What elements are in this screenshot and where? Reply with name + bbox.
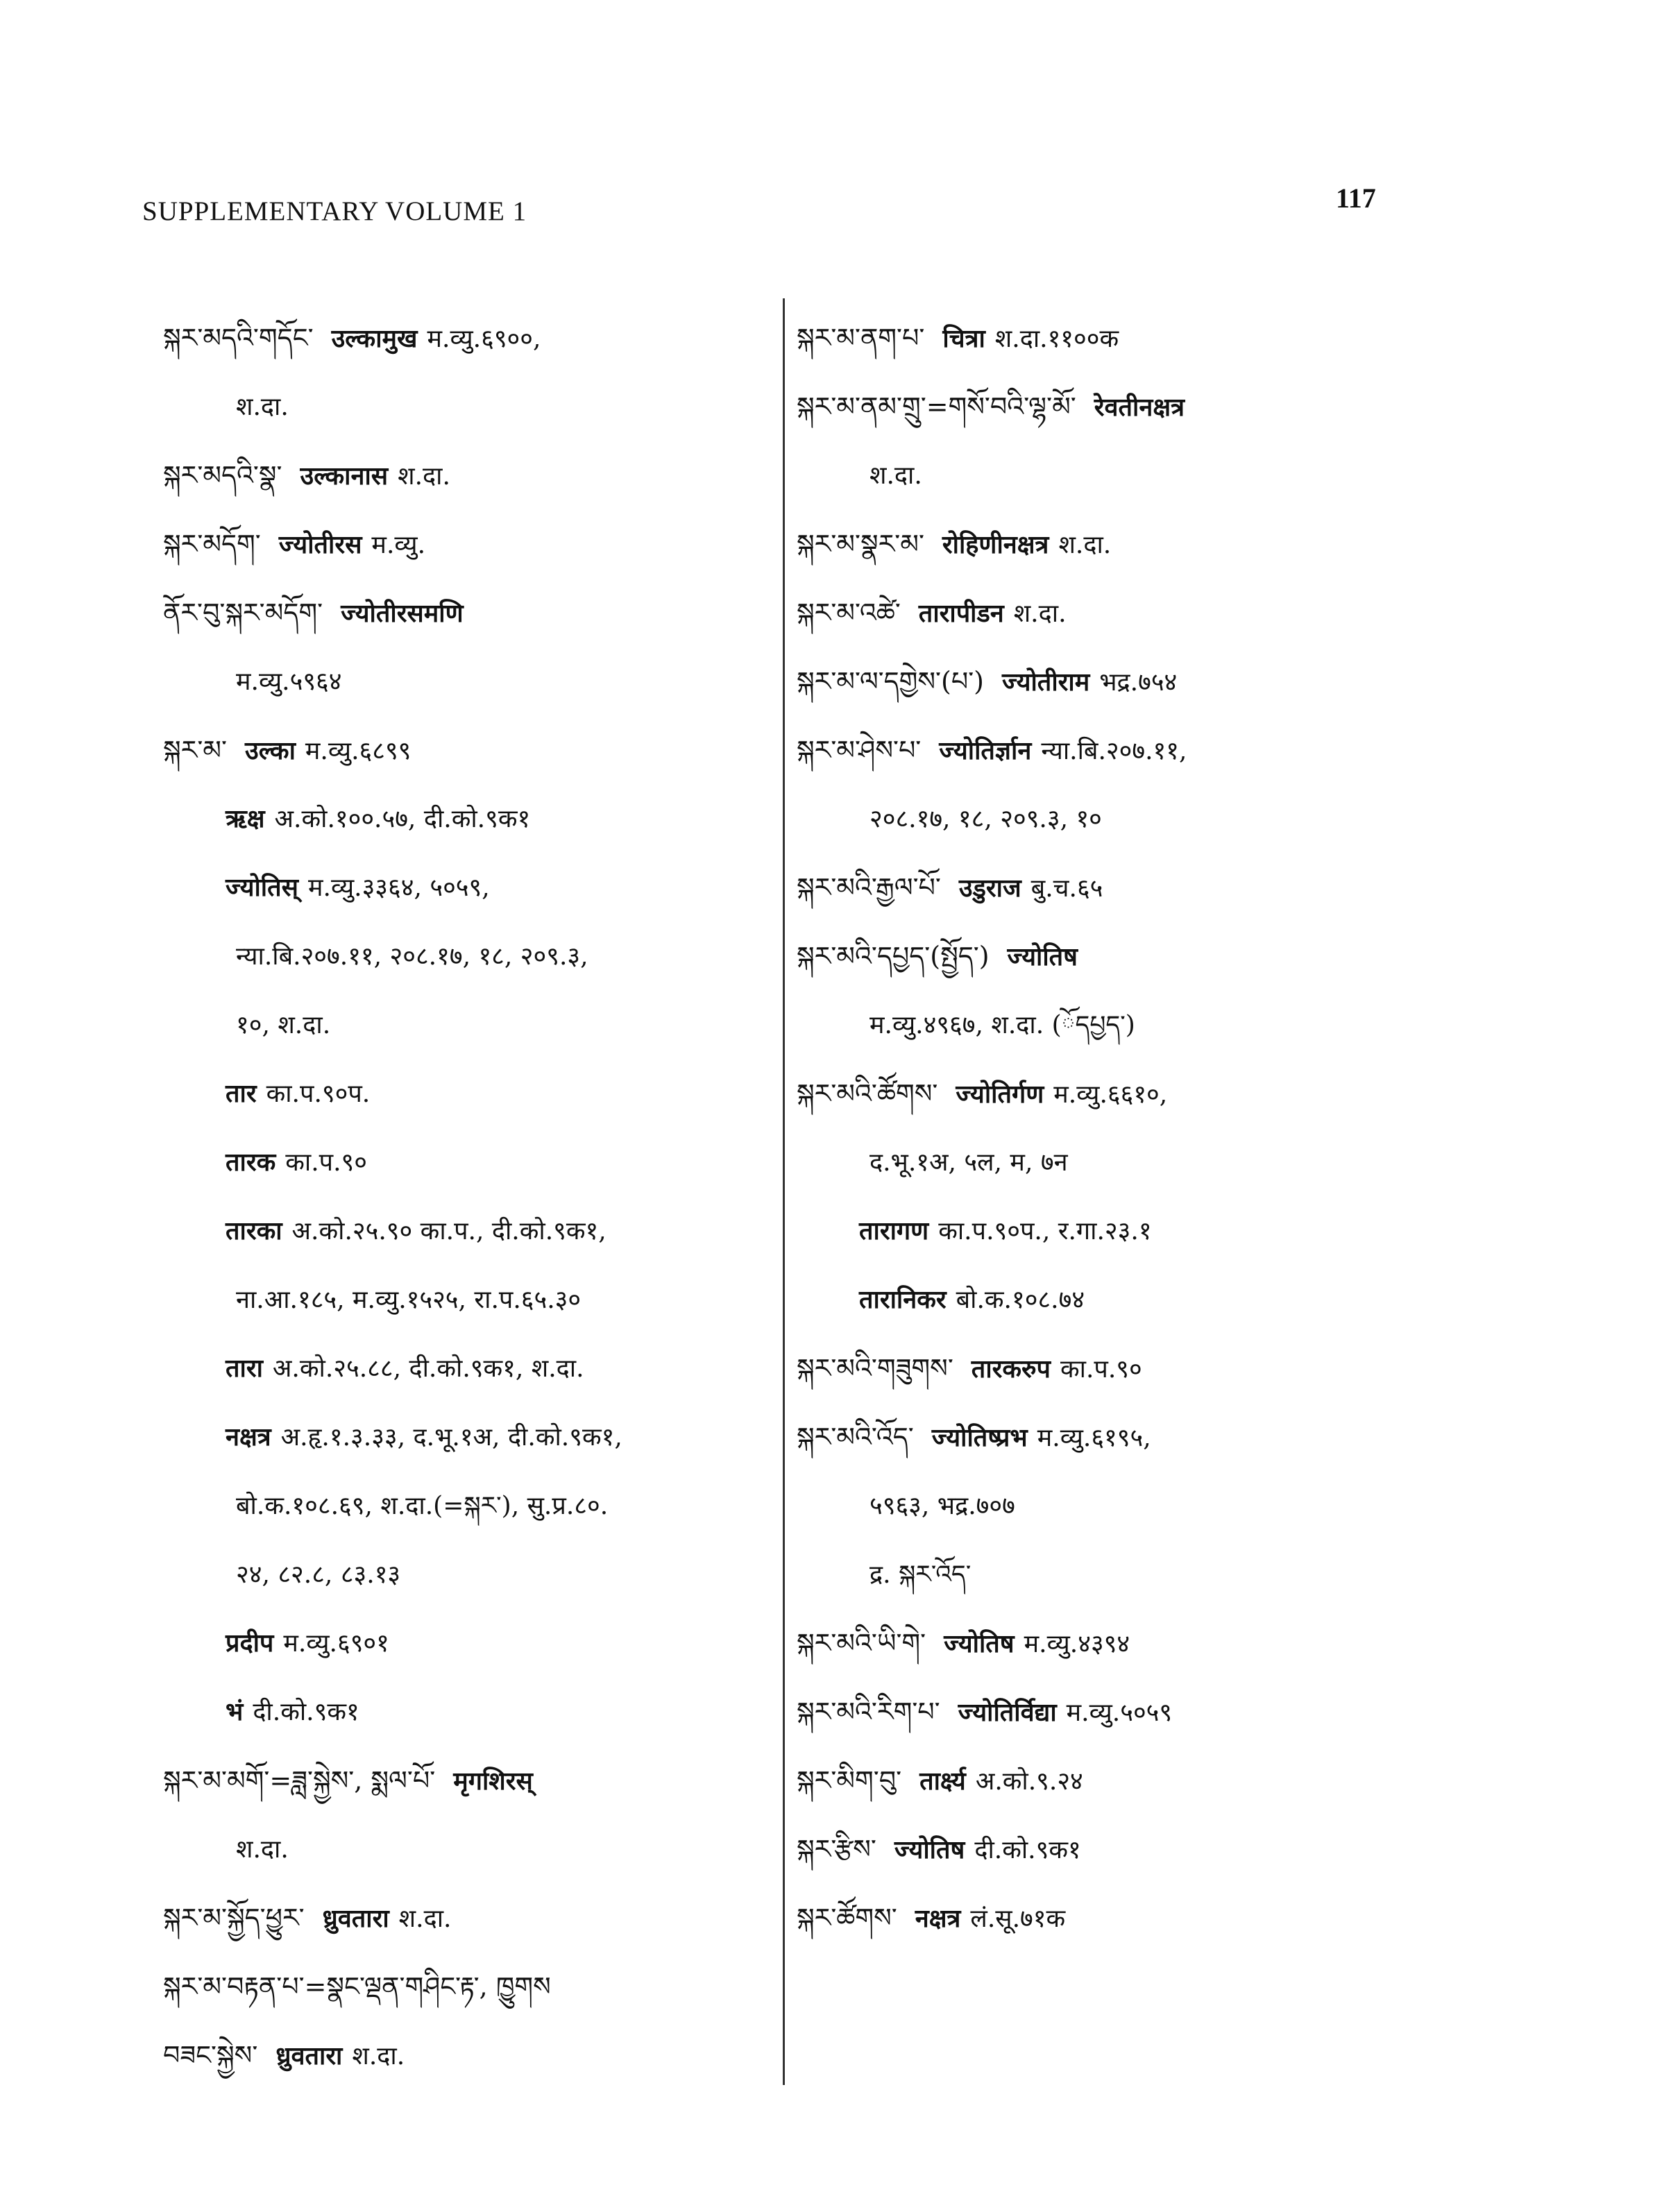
sanskrit-equivalent: ज्योतिष — [944, 1629, 1015, 1658]
sanskrit-equivalent: तारका — [226, 1216, 282, 1245]
source-reference: २०८.१७, १८, २०९.३, १० — [869, 805, 1102, 833]
sanskrit-equivalent: तारापीडन — [918, 599, 1004, 628]
sanskrit-equivalent: रोहिणीनक्षत्र — [942, 530, 1049, 559]
entry-line — [163, 579, 767, 647]
entry-line — [163, 1334, 767, 1403]
source-reference: अ.को.१००.५७, दी.को.९क१ — [274, 805, 531, 833]
tibetan-headword: སྐར་མ་ལ་དགྱེས་(པ་) — [797, 666, 985, 697]
entry-line — [163, 1609, 767, 1678]
source-reference: बो.क.१०८.६९, श.दा.(=སྐར་), सु.प्र.८०. — [236, 1492, 609, 1520]
entry-line — [797, 785, 1491, 853]
tibetan-headword: སྐར་མདའི་སྣ་ — [163, 460, 282, 491]
tibetan-headword: སྐར་མིག་བུ་ — [797, 1765, 902, 1796]
source-reference: श.दा. — [1013, 599, 1067, 628]
sanskrit-equivalent: प्रदीप — [226, 1628, 274, 1658]
source-reference: म.व्यु.६६१०, — [1053, 1080, 1168, 1109]
sanskrit-equivalent: ज्योतिर्गण — [956, 1080, 1044, 1109]
entry-line — [797, 922, 1491, 991]
source-reference: अ.हृ.१.३.३३, द.भू.१अ, दी.को.९क१, — [280, 1423, 622, 1452]
entry-line — [163, 716, 767, 785]
tibetan-headword: སྐར་མའི་དཔྱད་(སྤྱོད་) — [797, 941, 990, 971]
source-reference: म.व्यु.५९६४ — [236, 667, 342, 696]
entry-line — [163, 1952, 767, 2021]
entry-line — [163, 853, 767, 922]
entry-line — [163, 1884, 767, 1952]
entry-line — [797, 1403, 1491, 1472]
sanskrit-equivalent: उल्का — [244, 736, 296, 765]
sanskrit-equivalent: उल्कामुख — [331, 324, 418, 353]
entry-line — [797, 1609, 1491, 1678]
tibetan-headword: སྐར་མ་སྣར་མ་ — [797, 529, 924, 559]
entry-line — [797, 991, 1491, 1060]
tibetan-headword: བཟང་སྐྱེས་ — [163, 2040, 258, 2070]
source-reference: म.व्यु.४९६७, श.दा. (ོདཔྱད་) — [869, 1011, 1135, 1039]
sanskrit-equivalent: ज्योतिस् — [226, 873, 298, 902]
entry-line — [797, 1060, 1491, 1128]
entry-line — [163, 1678, 767, 1746]
entry-line — [797, 1197, 1491, 1266]
sanskrit-equivalent: ज्योतीरस — [278, 530, 362, 559]
entry-line — [797, 441, 1491, 510]
entry-line — [163, 1472, 767, 1540]
tibetan-headword: སྐར་མ་ — [163, 735, 227, 765]
source-reference: बो.क.१०८.७४ — [956, 1286, 1085, 1314]
sanskrit-equivalent: नक्षत्र — [226, 1422, 271, 1452]
entry-line — [163, 510, 767, 579]
source-reference: भद्र.७५४ — [1099, 668, 1178, 697]
running-head: SUPPLEMENTARY VOLUME 1 — [142, 196, 527, 226]
entry-line — [163, 991, 767, 1060]
source-reference: अ.को.२५.८८, दी.को.९क१, श.दा. — [272, 1354, 584, 1383]
sanskrit-equivalent: ज्योतिर्ज्ञान — [939, 736, 1032, 765]
entry-line — [797, 373, 1491, 441]
entry-line — [797, 853, 1491, 922]
source-reference: म.व्यु. — [371, 531, 426, 559]
source-reference: दी.को.९क१ — [974, 1836, 1081, 1864]
source-reference: का.प.९० — [285, 1148, 367, 1177]
sanskrit-equivalent: ज्योतिष — [1007, 942, 1078, 971]
tibetan-headword: སྐར་མ་མགོ་=ཟླ་སྐྱེས་, སྨལ་པོ་ — [163, 1765, 436, 1796]
sanskrit-equivalent: उडुराज — [958, 874, 1021, 903]
sanskrit-equivalent: तारकरुप — [971, 1354, 1051, 1384]
tibetan-headword: སྐར་མའི་ཚོགས་ — [797, 1078, 938, 1109]
sanskrit-equivalent: ज्योतीरसमणि — [341, 599, 464, 628]
source-reference: ना.आ.१८५, म.व्यु.१५२५, रा.प.६५.३० — [236, 1286, 582, 1314]
tibetan-headword: སྐར་མདོག་ — [163, 529, 261, 559]
sanskrit-equivalent: ज्योतीराम — [1002, 667, 1090, 697]
right-column — [797, 304, 1491, 1952]
sanskrit-equivalent: तारक — [226, 1148, 276, 1177]
entry-line — [163, 441, 767, 510]
sanskrit-equivalent: नक्षत्र — [915, 1904, 961, 1933]
source-reference: श.दा. — [236, 1835, 289, 1864]
entry-line — [163, 1060, 767, 1128]
source-reference: न्या.बि.२०७.११, २०८.१७, १८, २०९.३, — [236, 942, 588, 971]
entry-line — [163, 1197, 767, 1266]
entry-line — [797, 510, 1491, 579]
entry-line — [163, 1815, 767, 1884]
page-number: 117 — [1336, 182, 1376, 214]
source-reference: दी.को.९क१ — [253, 1698, 359, 1726]
entry-line — [163, 647, 767, 716]
source-reference: म.व्यु.४३९४ — [1024, 1630, 1130, 1658]
source-reference: ५९६३, भद्र.७०७ — [869, 1492, 1015, 1520]
entry-line — [797, 1472, 1491, 1540]
source-reference: बु.च.६५ — [1030, 874, 1103, 903]
tibetan-headword: སྐར་མའི་གཟུགས་ — [797, 1353, 953, 1384]
source-reference: म.व्यु.६८९९ — [305, 737, 411, 765]
entry-line — [797, 1334, 1491, 1403]
sanskrit-equivalent: भं — [226, 1697, 244, 1726]
source-reference: श.दा. — [398, 462, 450, 491]
source-reference: श.दा. — [398, 1905, 452, 1933]
entry-line — [797, 579, 1491, 647]
source-reference: का.प.९०प., र.गा.२३.१ — [938, 1217, 1152, 1245]
tibetan-headword: སྐར་མ་ནག་པ་ — [797, 323, 925, 353]
entry-line — [797, 716, 1491, 785]
sanskrit-equivalent: ध्रुवतारा — [275, 2041, 343, 2070]
source-reference: श.दा. — [236, 393, 289, 421]
source-reference: लं.सू.७१क — [970, 1905, 1066, 1933]
source-reference: श.दा. — [1058, 531, 1112, 559]
sanskrit-equivalent: तारा — [226, 1354, 263, 1383]
entry-line — [797, 1746, 1491, 1815]
entry-line — [797, 1678, 1491, 1746]
tibetan-headword: ནོར་བུ་སྐར་མདོག་ — [163, 597, 323, 628]
source-reference: द्र. སྐར་འོད་ — [869, 1560, 971, 1589]
entry-line — [163, 373, 767, 441]
source-reference: अ.को.२५.९० का.प., दी.को.९क१, — [291, 1217, 606, 1245]
source-reference: म.व्यु.६९०१ — [283, 1629, 389, 1658]
tibetan-headword: སྐར་མ་འཚེ་ — [797, 597, 901, 628]
sanskrit-equivalent: चित्रा — [942, 324, 985, 353]
left-column — [163, 304, 767, 2090]
entry-line — [797, 304, 1491, 373]
tibetan-headword: སྐར་མ་ཤེས་པ་ — [797, 735, 922, 765]
entry-line — [797, 1540, 1491, 1609]
entry-line — [797, 1884, 1491, 1952]
entry-line — [797, 1815, 1491, 1884]
source-reference: न्या.बि.२०७.११, — [1041, 737, 1187, 765]
sanskrit-equivalent: तार्क्ष्य — [919, 1767, 966, 1796]
tibetan-headword: སྐར་མ་བརྟན་པ་=སྣང་ལྡན་གཤིང་རྟ་, ཁྱུགས — [163, 1971, 551, 2002]
sanskrit-equivalent: मृगशिरस् — [453, 1767, 533, 1796]
sanskrit-equivalent: ध्रुवतारा — [322, 1904, 389, 1933]
entry-line — [797, 1128, 1491, 1197]
entry-line — [163, 1746, 767, 1815]
entry-line — [163, 1266, 767, 1334]
source-reference: म.व्यु.३३६४, ५०५९, — [307, 874, 490, 902]
source-reference: १०, श.दा. — [236, 1011, 331, 1039]
entry-line — [163, 1403, 767, 1472]
source-reference: म.व्यु.६९००, — [427, 325, 541, 353]
tibetan-headword: སྐར་མ་ནམ་གྲུ་=གསོ་བའི་ལྷ་མོ་ — [797, 391, 1076, 422]
sanskrit-equivalent: उल्कानास — [300, 461, 389, 491]
tibetan-headword: སྐར་མའི་རྒྱལ་པོ་ — [797, 872, 941, 903]
source-reference: श.दा. — [352, 2042, 405, 2070]
source-reference: श.दा. — [869, 461, 922, 490]
entry-line — [797, 647, 1491, 716]
entry-line — [163, 304, 767, 373]
entry-line — [163, 922, 767, 991]
tibetan-headword: སྐར་མའི་རིག་པ་ — [797, 1696, 940, 1727]
sanskrit-equivalent: रेवतीनक्षत्र — [1094, 393, 1185, 422]
source-reference: म.व्यु.५०५९ — [1066, 1699, 1173, 1727]
tibetan-headword: སྐར་མདའི་གདོང་ — [163, 323, 314, 353]
entry-line — [163, 1128, 767, 1197]
tibetan-headword: སྐར་མའི་ཡི་གེ་ — [797, 1628, 926, 1658]
sanskrit-equivalent: ऋक्ष — [226, 804, 265, 833]
source-reference: अ.को.९.२४ — [975, 1767, 1083, 1796]
source-reference: श.दा.११००क — [994, 325, 1119, 353]
source-reference: का.प.९०प. — [266, 1080, 371, 1108]
tibetan-headword: སྐར་མའི་འོད་ — [797, 1422, 914, 1452]
sanskrit-equivalent: ज्योतिष — [894, 1835, 965, 1864]
sanskrit-equivalent: तारागण — [859, 1216, 929, 1245]
source-reference: २४, ८२.८, ८३.१३ — [236, 1560, 401, 1589]
sanskrit-equivalent: ज्योतिर्विद्या — [958, 1698, 1057, 1727]
entry-line — [163, 785, 767, 853]
source-reference: म.व्यु.६१९५, — [1037, 1424, 1151, 1452]
column-divider — [783, 298, 785, 2085]
entry-line — [163, 2021, 767, 2090]
tibetan-headword: སྐར་ཚོགས་ — [797, 1903, 897, 1933]
tibetan-headword: སྐར་རྩིས་ — [797, 1834, 876, 1864]
entry-line — [797, 1266, 1491, 1334]
tibetan-headword: སྐར་མ་སྐྱོད་ཕྱུར་ — [163, 1903, 305, 1933]
sanskrit-equivalent: ज्योतिष्प्रभ — [931, 1423, 1028, 1452]
source-reference: द.भू.१अ, ५ल, म, ७न — [869, 1148, 1068, 1177]
sanskrit-equivalent: तारानिकर — [859, 1285, 947, 1314]
entry-line — [163, 1540, 767, 1609]
sanskrit-equivalent: तार — [226, 1079, 257, 1108]
source-reference: का.प.९० — [1060, 1355, 1142, 1384]
